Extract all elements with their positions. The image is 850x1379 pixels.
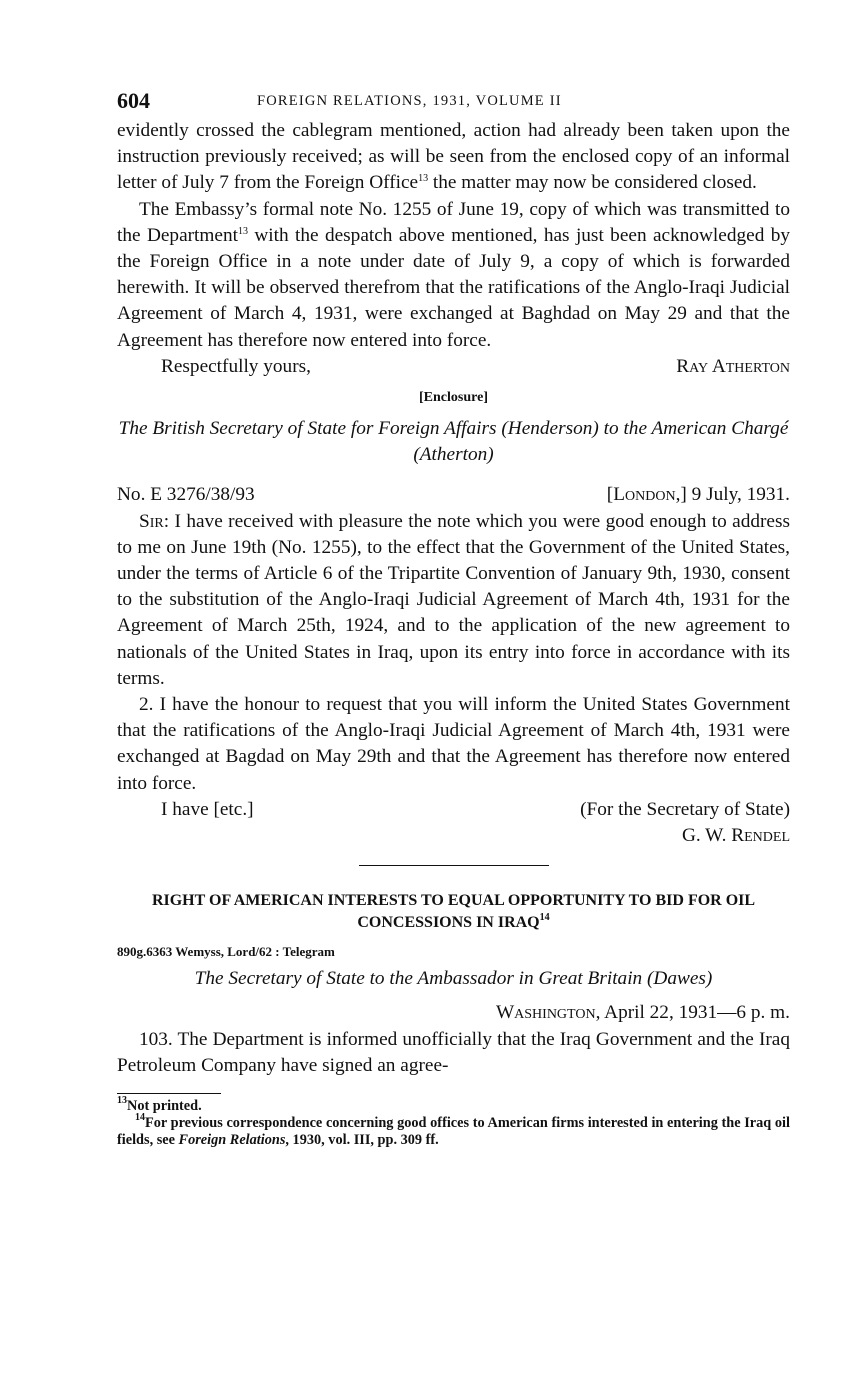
closing: Respectfully yours, (161, 355, 311, 377)
enclosure-paragraph-2: 2. I have the honour to request that you will inform the United States Government that the ratifications of the Anglo-Iraqi Judicial Agreement of March 4th, 1931 were exchanged at Bagdad on May 29th and that the Agreement has therefore now entered into force. (117, 694, 790, 794)
footnote-divider (117, 1093, 221, 1094)
page-number: 604 (117, 88, 150, 113)
closing-line (117, 354, 790, 380)
footnote-14: $^{14}$For previous correspondence concerning good offices to American firms interested in entering the Iraq oil fields, see Foreign Relations, 1930, vol. III, pp. 309 ff. (117, 1112, 790, 1149)
section-divider (359, 865, 549, 866)
dateline: [London,] 9 July, 1931. (606, 484, 790, 506)
enclosure-paragraph-1: Sir: I have received with pleasure the note which you were good enough to address to me on June 19th (No. 1255), to the effect that the Government of the United States, under the terms of Article 6 of the Tripartite Convention of January 9th, 1930, consent to the substitution of the Anglo-Iraqi Judicial Agreement of March 4th, 1931 for the Agreement of March 25th, 1924, and to the application of the new agreement to nationals of the United States in Iraq, upon its entry into force in accordance with its terms. (117, 510, 790, 689)
continuation-paragraph-2: The Embassy’s formal note No. 1255 of June 19, copy of which was transmitted to the Department$^{13}$ with the despatch above mentioned, has just been acknowledged by the Foreign Office in a note under date of July 9, a copy of which is forwarded herewith. It will be observed therefrom that the ratifications of the Anglo-Iraqi Judicial Agreement of March 4, 1931, were exchanged at Baghdad on May 29 and that the Agreement has therefore now entered into force. (117, 198, 791, 351)
enclosure-closing: I have [etc.] (For the Secretary of State) (161, 798, 790, 820)
reference-line (117, 482, 790, 508)
reference-number: No. E 3276/38/93 (117, 484, 255, 506)
enclosure-signature: G. W. Rendel (681, 825, 790, 847)
document-title: The Secretary of State to the Ambassador in Great Britain (Dawes) (194, 968, 713, 990)
enclosure-label: [Enclosure] (419, 390, 488, 406)
continuation-paragraph-1: evidently crossed the cablegram mentioned, action had already been taken upon the instruction previously received; as will be seen from the enclosed copy of an informal letter of July 7 from the Foreign Office$^{13}$ the matter may now be considered closed. (117, 120, 790, 194)
file-reference: 890g.6363 Wemyss, Lord/62 : Telegram (117, 944, 335, 960)
telegram-paragraph: 103. The Department is informed unofficially that the Iraq Government and the Iraq Petroleum Company have signed an agree- (117, 1028, 790, 1076)
footnote-ref[interactable]: 14 (539, 912, 550, 924)
section-heading: RIGHT OF AMERICAN INTERESTS TO EQUAL OPPORTUNITY TO BID FOR OIL CONCESSIONS IN IRAQ$^{14}$ (151, 892, 756, 932)
enclosure-title: The British Secretary of State for Foreign Affairs (Henderson) to the American Chargé (Atherton) (118, 418, 789, 466)
page-header (117, 88, 790, 118)
telegram-dateline: Washington, April 22, 1931—6 p. m. (495, 1002, 790, 1024)
footnote-ref[interactable]: 13 (418, 173, 429, 185)
signature: Ray Atherton (676, 355, 790, 377)
footnote-ref[interactable]: 13 (237, 225, 248, 237)
running-title: FOREIGN RELATIONS, 1931, VOLUME II (257, 93, 562, 109)
document-page (117, 88, 790, 1149)
footnote-13: $^{13}$Not printed. (117, 1095, 202, 1115)
